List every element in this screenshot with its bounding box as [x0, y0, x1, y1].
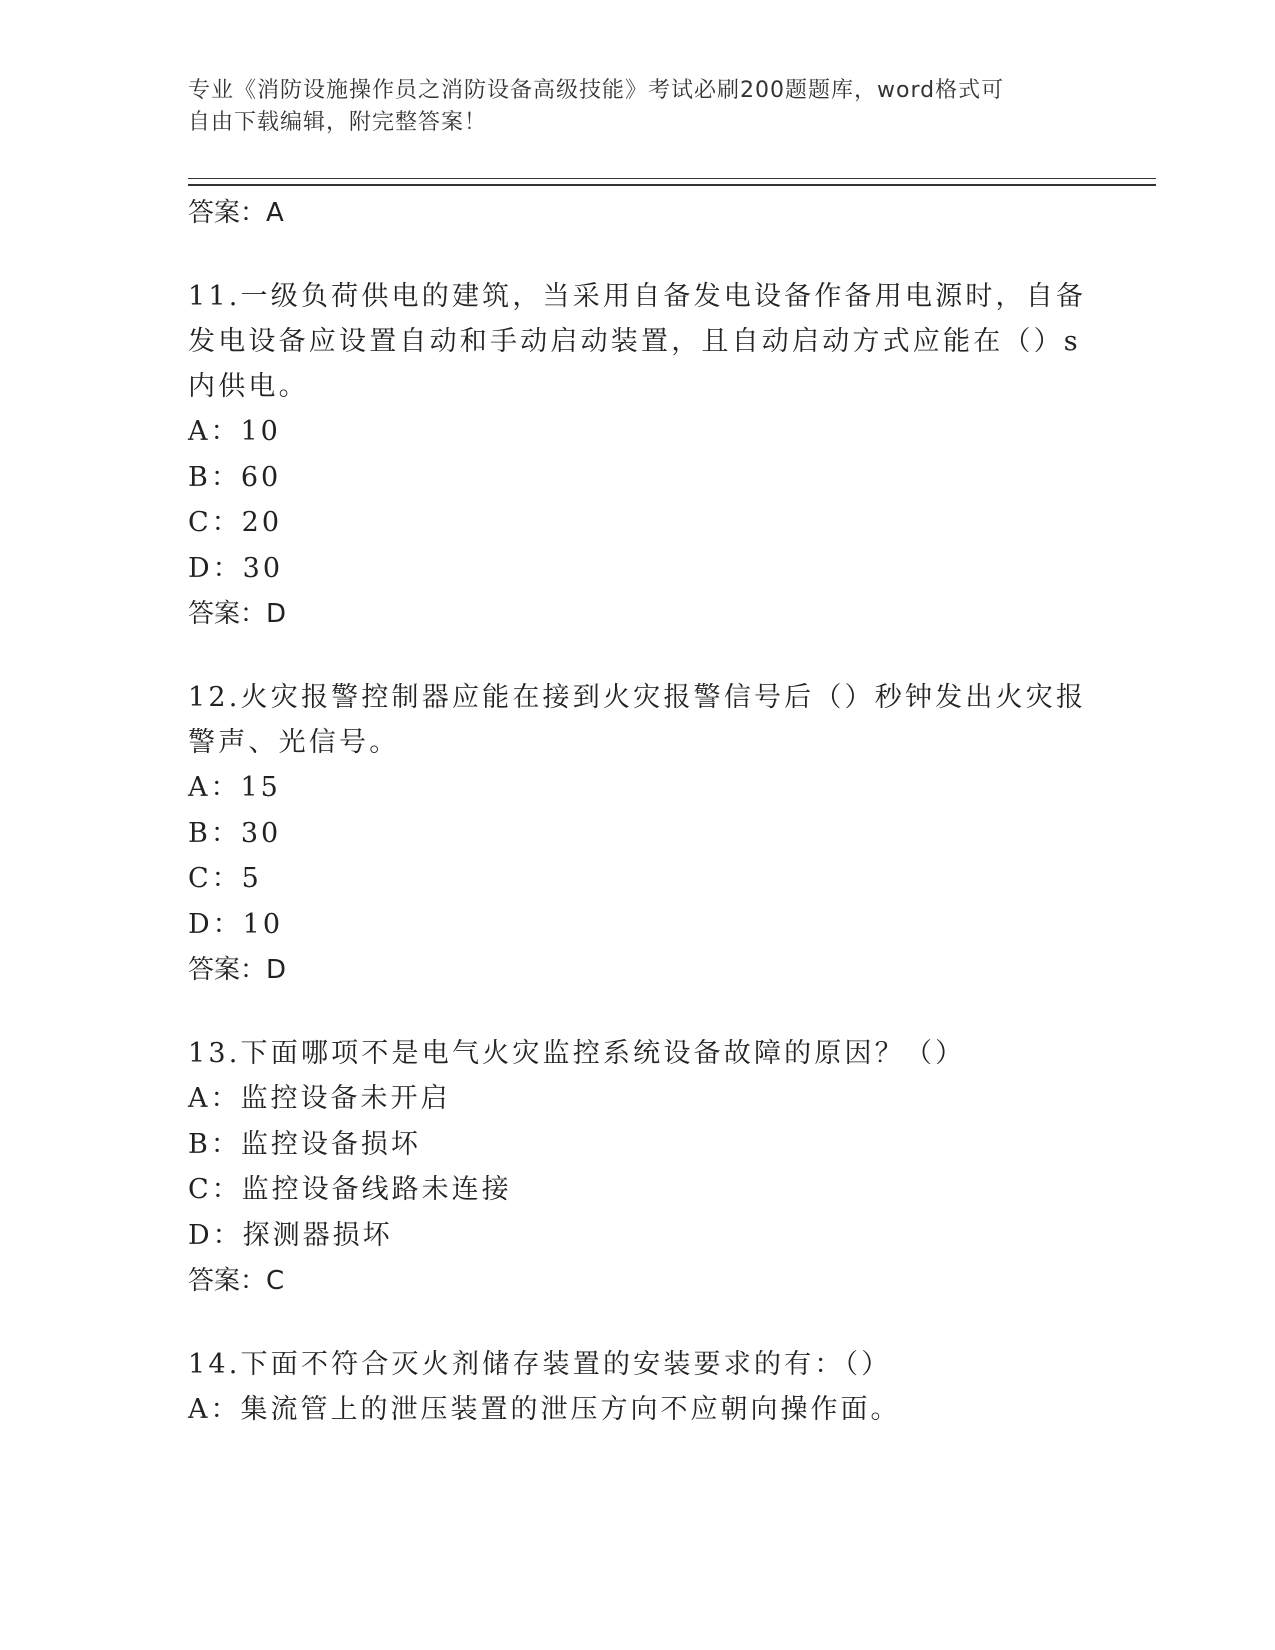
- header-divider: [188, 178, 1156, 186]
- question-text: 12.火灾报警控制器应能在接到火灾报警信号后（）秒钟发出火灾报警声、光信号。: [188, 682, 1087, 758]
- option-d: D：10: [188, 908, 284, 940]
- option-c: C：5: [188, 863, 262, 894]
- answer-line: 答案：D: [188, 599, 287, 629]
- question-text: 11.一级负荷供电的建筑，当采用自备发电设备作备用电源时，自备发电设备应设置自动和手动启动装置，且自动启动方式应能在（）s内供电。: [188, 281, 1087, 402]
- answer-line: 答案：D: [188, 955, 287, 985]
- option-c: C：监控设备线路未连接: [188, 1174, 512, 1205]
- option-c: C：20: [188, 507, 283, 538]
- option-a: A：15: [188, 772, 281, 803]
- question-12: [188, 675, 1088, 993]
- option-b: B：30: [188, 817, 282, 849]
- question-14: [188, 1342, 1088, 1433]
- question-11: [188, 274, 1088, 637]
- header-line-2: 自由下载编辑，附完整答案！: [188, 110, 488, 135]
- option-d: D：探测器损坏: [188, 1219, 393, 1251]
- option-a: A：监控设备未开启: [188, 1083, 451, 1114]
- option-b: B：监控设备损坏: [188, 1128, 421, 1160]
- header-line-1: 专业《消防设施操作员之消防设备高级技能》考试必刷200题题库，word格式可: [188, 78, 1005, 103]
- option-a: A：集流管上的泄压装置的泄压方向不应朝向操作面。: [188, 1394, 901, 1425]
- question-text: 14.下面不符合灭火剂储存装置的安装要求的有：（）: [188, 1349, 892, 1380]
- question-13: [188, 1031, 1088, 1304]
- question-text: 13.下面哪项不是电气火灾监控系统设备故障的原因？（）: [188, 1038, 966, 1069]
- document-header: [188, 75, 1088, 139]
- option-b: B：60: [188, 461, 282, 493]
- answer-line: 答案：A: [188, 198, 284, 228]
- answer-line: 答案：C: [188, 1266, 285, 1296]
- option-d: D：30: [188, 552, 284, 584]
- option-a: A：10: [188, 416, 281, 447]
- document-body: [188, 188, 1088, 1433]
